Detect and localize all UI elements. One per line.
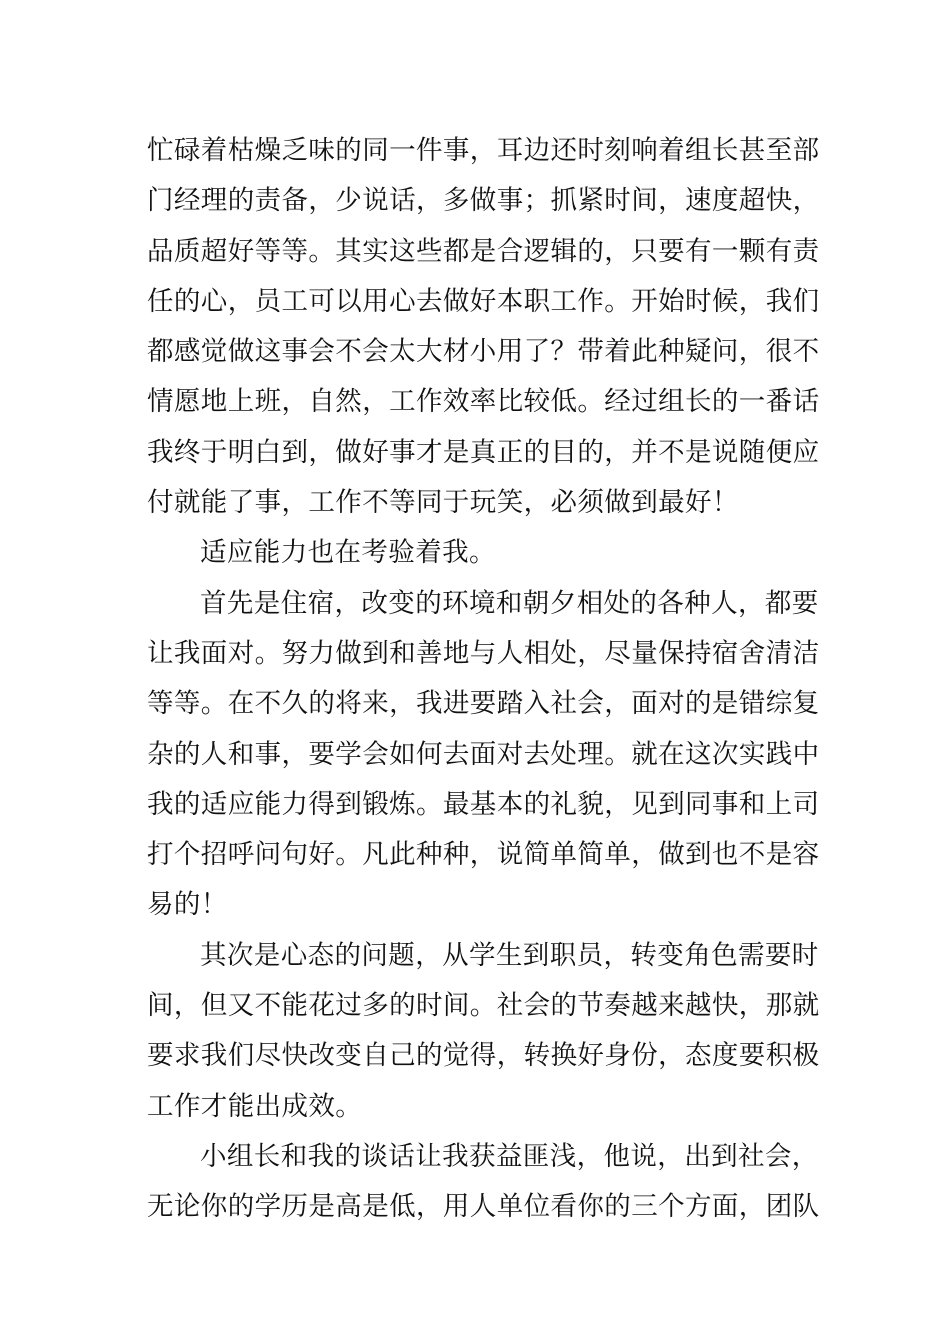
text-line: 间，但又不能花过多的时间。社会的节奏越来越快，那就 bbox=[147, 990, 820, 1022]
text-line: 小组长和我的谈话让我获益匪浅，他说，出到社会， bbox=[200, 1140, 819, 1172]
text-line: 门经理的责备，少说话，多做事；抓紧时间，速度超快， bbox=[147, 185, 820, 217]
text-line: 品质超好等等。其实这些都是合逻辑的，只要有一颗有责 bbox=[147, 235, 820, 267]
text-line: 忙碌着枯燥乏味的同一件事，耳边还时刻响着组长甚至部 bbox=[147, 135, 820, 166]
text-line: 其次是心态的问题，从学生到职员，转变角色需要时 bbox=[200, 939, 819, 971]
text-line: 我的适应能力得到锻炼。最基本的礼貌，见到同事和上司 bbox=[147, 788, 820, 820]
text-line: 任的心，员工可以用心去做好本职工作。开始时候，我们 bbox=[147, 285, 820, 317]
text-line: 杂的人和事，要学会如何去面对去处理。就在这次实践中 bbox=[147, 738, 820, 770]
text-line: 要求我们尽快改变自己的觉得，转换好身份，态度要积极 bbox=[147, 1040, 820, 1072]
text-line: 无论你的学历是高是低，用人单位看你的三个方面，团队 bbox=[147, 1191, 820, 1223]
body-text bbox=[147, 126, 820, 1233]
text-line: 易的！ bbox=[147, 889, 228, 921]
text-line: 适应能力也在考验着我。 bbox=[200, 537, 496, 569]
text-line: 等等。在不久的将来，我进要踏入社会，面对的是错综复 bbox=[147, 688, 820, 720]
text-line: 打个招呼问句好。凡此种种，说简单简单，做到也不是容 bbox=[147, 839, 820, 871]
text-line: 情愿地上班，自然，工作效率比较低。经过组长的一番话 bbox=[147, 386, 820, 418]
text-line: 首先是住宿，改变的环境和朝夕相处的各种人，都要 bbox=[200, 587, 819, 619]
text-line: 工作才能出成效。 bbox=[147, 1090, 363, 1122]
text-line: 我终于明白到，做好事才是真正的目的，并不是说随便应 bbox=[147, 436, 820, 468]
text-line: 都感觉做这事会不会太大材小用了？带着此种疑问，很不 bbox=[147, 336, 820, 368]
text-line: 让我面对。努力做到和善地与人相处，尽量保持宿舍清洁 bbox=[147, 637, 820, 669]
text-line: 付就能了事，工作不等同于玩笑，必须做到最好！ bbox=[147, 487, 739, 519]
